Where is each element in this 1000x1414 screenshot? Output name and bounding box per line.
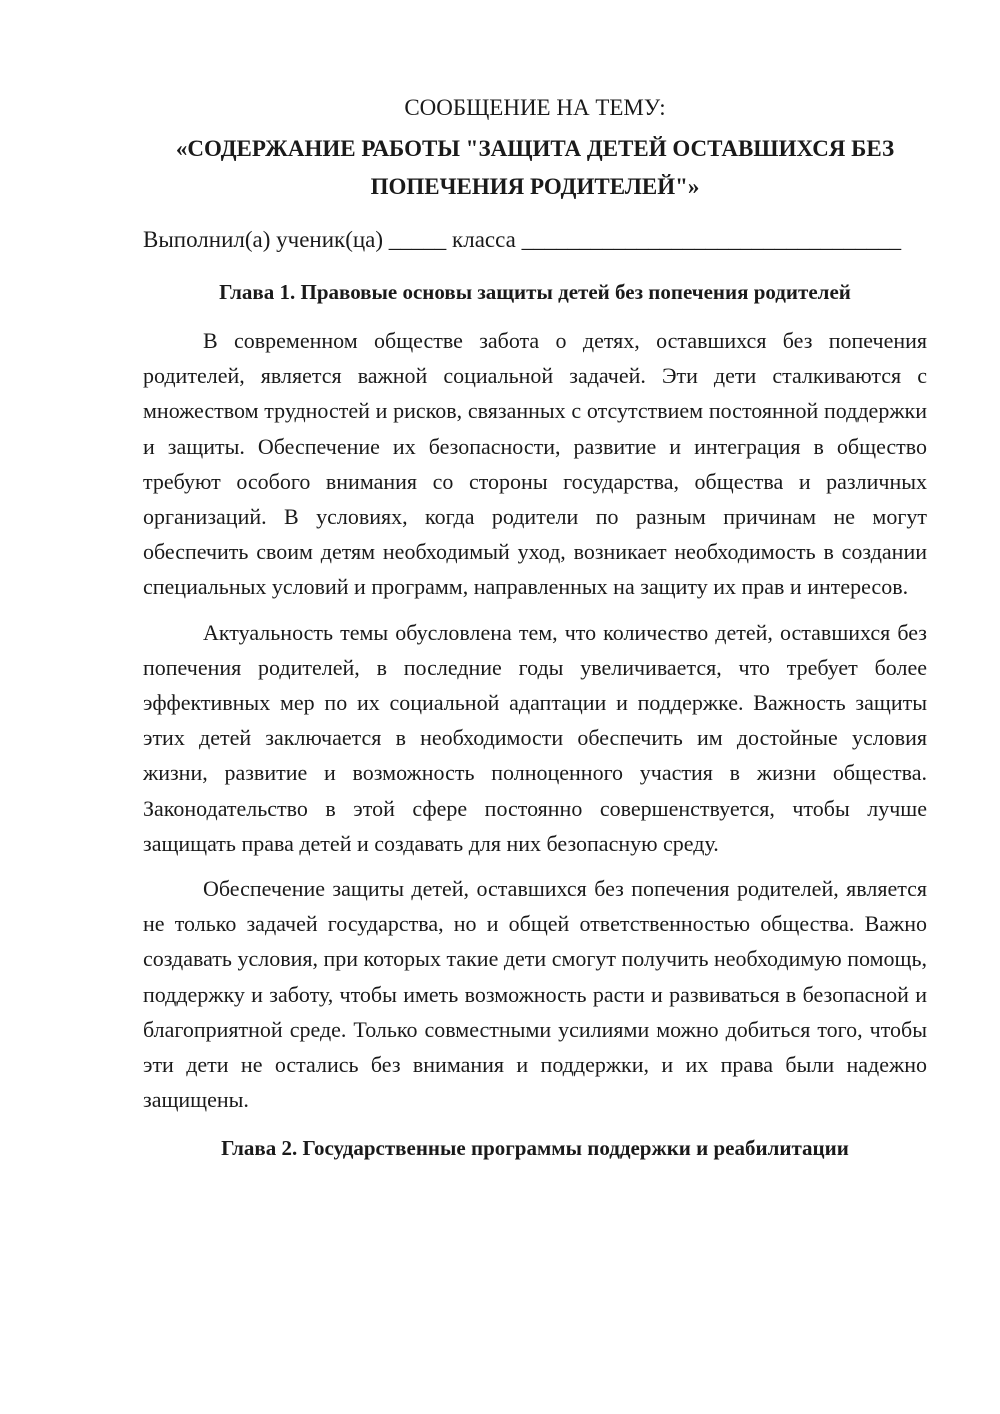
author-line: Выполнил(а) ученик(ца) _____ класса _________________________________ (143, 227, 902, 252)
chapter-2-heading: Глава 2. Государственные программы поддержки и реабилитации (221, 1136, 849, 1161)
document-page (143, 88, 927, 1166)
chapter-1-paragraph-3: Обеспечение защиты детей, оставшихся без попечения родителей, является не только задачей государства, но и общей ответственностью общества. Важно создавать условия, при которых такие дети смогут получить необходимую помощь, поддержку и заботу, чтобы иметь возможность расти и развиваться в безопасной и благоприятной среде. Только совместными усилиями можно добиться того, чтобы эти дети не остались без внимания и поддержки, и их права были надежно защищены. (143, 876, 927, 1113)
chapter-1-paragraph-2: Актуальность темы обусловлена тем, что количество детей, оставшихся без попечения родителей, в последние годы увеличивается, что требует более эффективных мер по их социальной адаптации и поддержке. Важность защиты этих детей заключается в необходимости обеспечить им достойные условия жизни, развитие и возможность полноценного участия в жизни общества. Законодательство в этой сфере постоянно совершенствуется, чтобы лучше защищать права детей и создавать для них безопасную среду. (143, 619, 927, 856)
chapter-1-heading: Глава 1. Правовые основы защиты детей без попечения родителей (219, 280, 851, 304)
document-title-topic: «СОДЕРЖАНИЕ РАБОТЫ "ЗАЩИТА ДЕТЕЙ ОСТАВШИХСЯ БЕЗ ПОПЕЧЕНИЯ РОДИТЕЛЕЙ"» (175, 136, 895, 199)
document-title-line1: СООБЩЕНИЕ НА ТЕМУ: (404, 95, 666, 120)
chapter-1-paragraph-1: В современном обществе забота о детях, оставшихся без попечения родителей, является важной социальной задачей. Эти дети сталкиваются с множеством трудностей и рисков, связанных с отсутствием постоянной поддержки и защиты. Обеспечение их безопасности, развитие и интеграция в общество требуют особого внимания со стороны государства, общества и различных организаций. В условиях, когда родители по разным причинам не могут обеспечить своим детям необходимый уход, возникает необходимость в создании специальных условий и программ, направленных на защиту их прав и интересов. (143, 328, 927, 600)
